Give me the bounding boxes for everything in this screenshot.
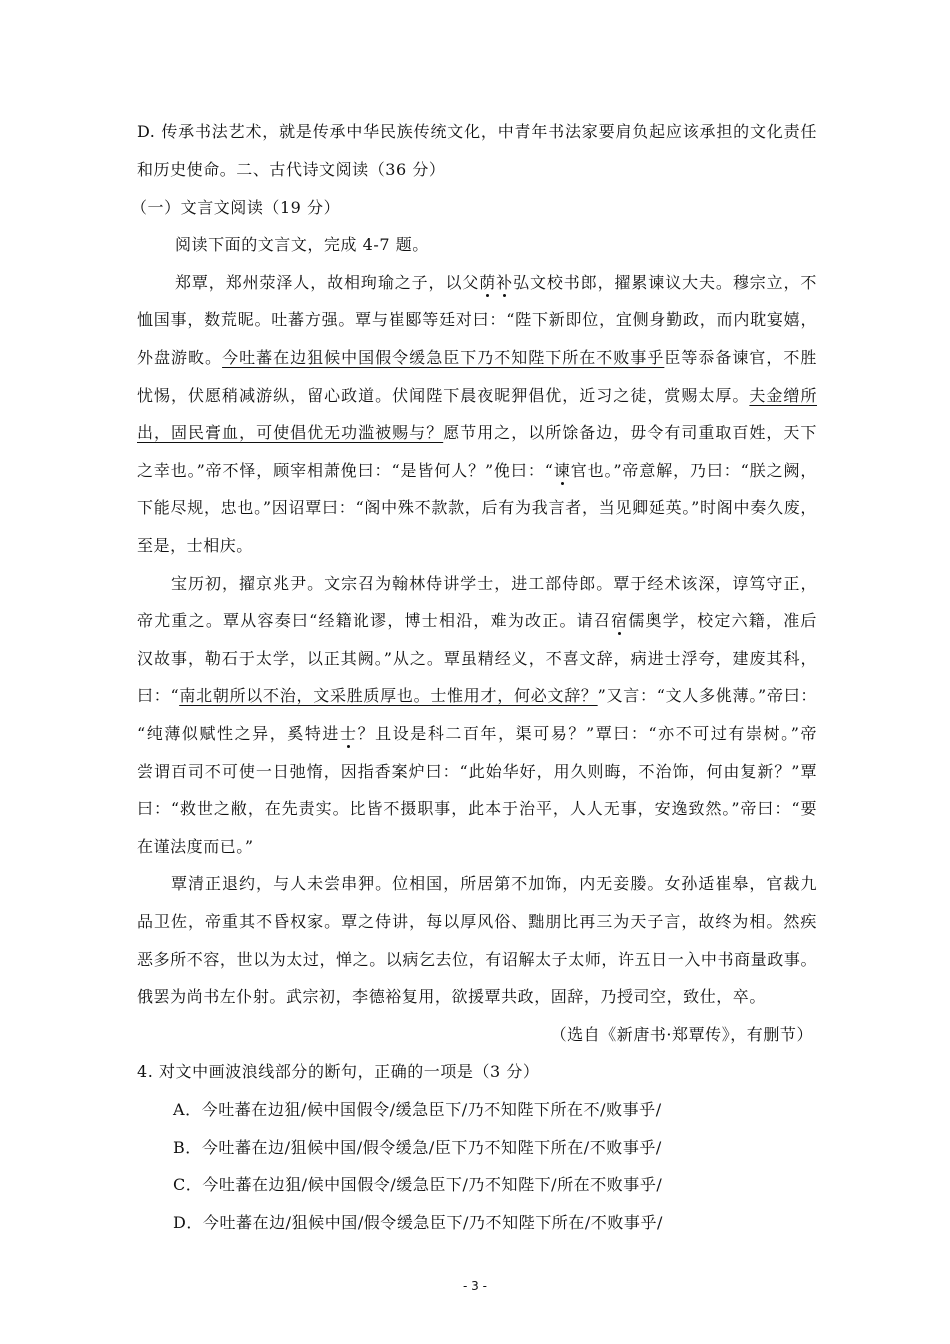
passage-line: 宝历初，擢京兆尹。文宗召为翰林侍讲学士，进工部侍郎。覃于经术该深，谆笃守正， xyxy=(171,574,817,593)
passage-line: 恶多所不容，世以为太过，惮之。以病乞去位，有诏解太子太师，许五日一入中书商量政事。 xyxy=(137,950,817,969)
text-span: 弘文校书郎，擢累谏议大夫。穆宗立，不 xyxy=(513,273,817,292)
passage-line xyxy=(137,684,817,708)
text-line: 和历史使命。二、古代诗文阅读（36 分） xyxy=(137,160,446,179)
passage-line xyxy=(137,346,817,370)
section-heading: （一）文言文阅读（19 分） xyxy=(131,198,341,217)
dotted-char: 补 xyxy=(496,273,514,292)
option-c: C．今吐蕃在边狙/候中国假令/缓急臣下/乃不知陛下/所在不败事乎/ xyxy=(173,1175,663,1194)
dotted-char: 士 xyxy=(340,724,358,743)
text-span: 愿节用之，以所馀备边，毋令有司重取百姓，天下 xyxy=(443,423,817,442)
passage-line: 下能尽规，忠也。”因诏覃曰：“阁中殊不款款，后有为我言者，当见卿延英。”时阁中奏久废， xyxy=(137,498,817,517)
text-span: 郑覃，郑州荥泽人，故相珣瑜之子，以父 xyxy=(175,273,480,292)
text-span: 曰：“ xyxy=(137,686,180,705)
text-span: ”又言：“文人多佻薄。”帝曰： xyxy=(597,686,817,705)
passage-line: 至是，士相庆。 xyxy=(137,536,253,555)
question-4: 4. 对文中画波浪线部分的断句，正确的一项是（3 分） xyxy=(137,1062,540,1081)
text-span: 帝尤重之。覃从容奏曰“经籍讹谬，博士相沿，难为改正。请召 xyxy=(137,611,612,630)
passage-line xyxy=(137,722,817,746)
text-span: “纯薄似赋性之异，奚特进 xyxy=(137,724,340,743)
text-span: 忧惕，伏愿稍减游纵，留心政道。伏闻陛下晨夜昵狎倡优，近习之徒，赏赐太厚。 xyxy=(137,386,750,405)
passage-line xyxy=(137,609,817,633)
passage-line: 尝谓百司不可使一日弛惰，因指香案炉曰：“此始华好，用久则晦，不治饰，何由复新？”覃 xyxy=(137,762,817,781)
dotted-char: 宿 xyxy=(611,611,629,630)
underlined-phrase: 夫金缯所 xyxy=(749,386,817,405)
option-d: D．今吐蕃在边/狙候中国/假令缓急臣下/乃不知陛下所在/不败事乎/ xyxy=(173,1213,663,1232)
dotted-char: 荫 xyxy=(479,273,497,292)
dotted-char: 谏 xyxy=(553,461,571,480)
option-b: B．今吐蕃在边/狙候中国/假令缓急/臣下乃不知陛下所在/不败事乎/ xyxy=(173,1138,662,1157)
text-span: 之幸也。”帝不怿，顾宰相萧俛曰：“是皆何人？”俛曰：“ xyxy=(137,461,554,480)
text-span: ？且设是科二百年，渠可易？”覃曰：“亦不可过有崇树。”帝 xyxy=(357,724,817,743)
text-span: 儒奥学，校定六籍，准后 xyxy=(628,611,817,630)
text-span: 臣等忝备谏官，不胜 xyxy=(664,348,817,367)
passage-line: 恤国事，数荒昵。吐蕃方强。覃与崔郾等廷对曰：“陛下新即位，宜侧身勤政，而内耽宴嬉， xyxy=(137,310,817,329)
passage-line xyxy=(137,459,817,483)
instruction-line: 阅读下面的文言文，完成 4-7 题。 xyxy=(175,235,429,254)
passage-line: 覃清正退约，与人未尝串狎。位相国，所居第不加饰，内无妾媵。女孙适崔皋，官裁九 xyxy=(171,874,817,893)
text-span: 外盘游畋。 xyxy=(137,348,223,367)
passage-line: 汉故事，勒石于太学，以正其阙。”从之。覃虽精经义，不喜文辞，病进士浮夸，建废其科， xyxy=(137,649,817,668)
passage-line xyxy=(175,271,817,295)
underlined-phrase: 出，固民膏血，可使倡优无功滥被赐与？ xyxy=(137,423,444,442)
passage-line xyxy=(137,421,817,445)
text-span: 官也。”帝意解，乃曰：“朕之阙， xyxy=(570,461,817,480)
underlined-phrase: 南北朝所以不治，文采胜质厚也。士惟用才，何必文辞？ xyxy=(179,686,598,705)
passage-line: 俄罢为尚书左仆射。武宗初，李德裕复用，欲援覃共政，固辞，乃授司空，致仕，卒。 xyxy=(137,987,766,1006)
underlined-phrase: 今吐蕃在边狙候中国假令缓急臣下乃不知陛下所在不败事乎 xyxy=(222,348,665,367)
passage-line: 品卫佐，帝重其不昏权家。覃之侍讲，每以厚风俗、黜朋比再三为天子言，故终为相。然疾 xyxy=(137,912,817,931)
option-a: A．今吐蕃在边狙/候中国假令/缓急臣下/乃不知陛下所在不/败事乎/ xyxy=(173,1100,662,1119)
passage-line xyxy=(137,384,817,408)
source-citation: （选自《新唐书·郑覃传》，有删节） xyxy=(550,1025,813,1044)
text-line: D. 传承书法艺术，就是传承中华民族传统文化，中青年书法家要肩负起应该承担的文化责任 xyxy=(137,122,817,141)
passage-line: 曰：“救世之敝，在先责实。比皆不摄职事，此本于治平，人人无事，安逸致然。”帝曰：“要 xyxy=(137,799,817,818)
passage-line: 在谨法度而已。” xyxy=(137,837,254,856)
page-number: - 3 - xyxy=(463,1279,487,1293)
